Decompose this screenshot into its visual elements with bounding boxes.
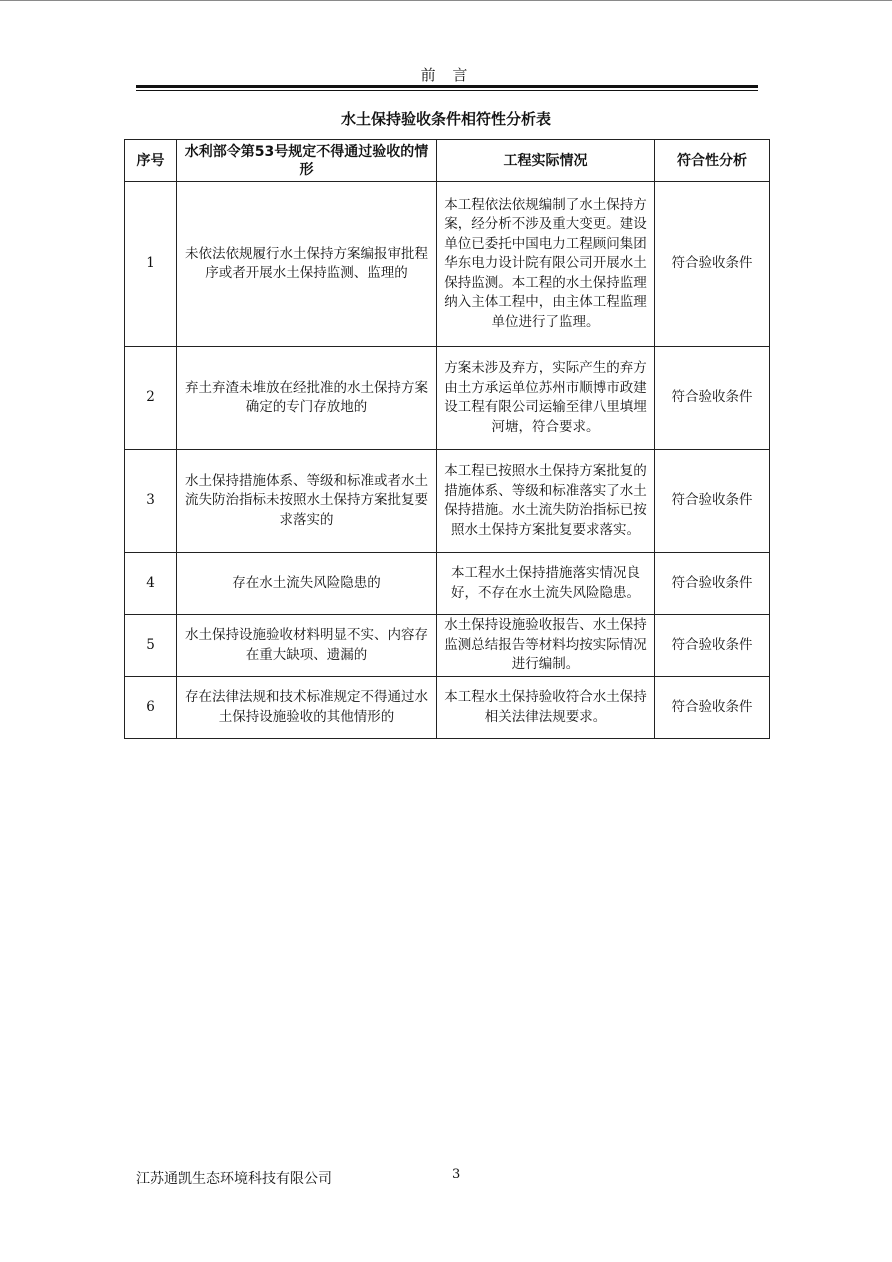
row-rule: 未依法依规履行水土保持方案编报审批程序或者开展水土保持监测、监理的	[177, 182, 437, 347]
table-row	[125, 553, 770, 615]
row-result: 符合验收条件	[655, 553, 770, 615]
row-number: 1	[125, 182, 177, 347]
table-header-row	[125, 140, 770, 182]
row-number: 2	[125, 347, 177, 450]
table-row	[125, 182, 770, 347]
table-row	[125, 677, 770, 739]
table-row	[125, 347, 770, 450]
row-number: 4	[125, 553, 177, 615]
row-rule: 存在水土流失风险隐患的	[177, 553, 437, 615]
row-result: 符合验收条件	[655, 615, 770, 677]
column-header-rule: 水利部令第53号规定不得通过验收的情形	[177, 140, 437, 182]
row-number: 5	[125, 615, 177, 677]
row-result: 符合验收条件	[655, 347, 770, 450]
row-actual: 本工程已按照水土保持方案批复的措施体系、等级和标准落实了水土保持措施。水土流失防治指标已按照水土保持方案批复要求落实。	[437, 450, 655, 553]
row-actual: 本工程水土保持验收符合水土保持相关法律法规要求。	[437, 677, 655, 739]
column-header-result: 符合性分析	[655, 140, 770, 182]
header-rule-thin	[136, 90, 758, 91]
page-top-border	[0, 0, 892, 1]
footer-company: 江苏通凯生态环境科技有限公司	[136, 1171, 332, 1187]
row-result: 符合验收条件	[655, 450, 770, 553]
page-number: 3	[452, 1167, 461, 1182]
row-actual: 本工程依法依规编制了水土保持方案，经分析不涉及重大变更。建设单位已委托中国电力工程顾问集团华东电力设计院有限公司开展水土保持监测。本工程的水土保持监理纳入主体工程中，由主体工程监理单位进行了监理。	[437, 182, 655, 347]
column-header-number: 序号	[125, 140, 177, 182]
row-number: 3	[125, 450, 177, 553]
running-header: 前 言	[420, 66, 474, 84]
table-row	[125, 615, 770, 677]
row-actual: 方案未涉及弃方，实际产生的弃方由土方承运单位苏州市顺博市政建设工程有限公司运输至律八里填埋河塘，符合要求。	[437, 347, 655, 450]
row-result: 符合验收条件	[655, 182, 770, 347]
header-rule-thick	[136, 85, 758, 88]
compliance-table	[124, 139, 770, 739]
row-rule: 存在法律法规和技术标准规定不得通过水土保持设施验收的其他情形的	[177, 677, 437, 739]
row-rule: 弃土弃渣未堆放在经批准的水土保持方案确定的专门存放地的	[177, 347, 437, 450]
row-actual: 本工程水土保持措施落实情况良好，不存在水土流失风险隐患。	[437, 553, 655, 615]
row-number: 6	[125, 677, 177, 739]
row-result: 符合验收条件	[655, 677, 770, 739]
column-header-actual: 工程实际情况	[437, 140, 655, 182]
table-row	[125, 450, 770, 553]
table-title: 水土保持验收条件相符性分析表	[340, 110, 551, 128]
row-actual: 水土保持设施验收报告、水土保持监测总结报告等材料均按实际情况进行编制。	[437, 615, 655, 677]
row-rule: 水土保持措施体系、等级和标准或者水土流失防治指标未按照水土保持方案批复要求落实的	[177, 450, 437, 553]
row-rule: 水土保持设施验收材料明显不实、内容存在重大缺项、遗漏的	[177, 615, 437, 677]
